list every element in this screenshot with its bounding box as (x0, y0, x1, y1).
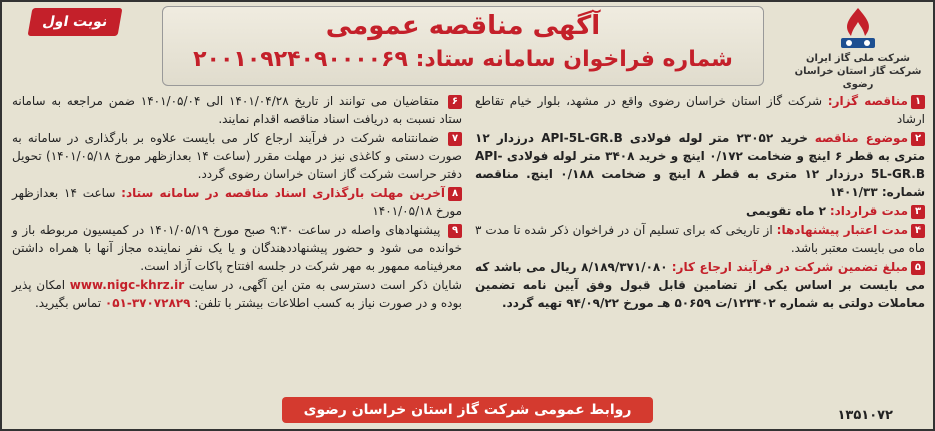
page-title: آگهی مناقصه عمومی (325, 11, 601, 41)
title-box (162, 6, 764, 86)
item-text: ۲ ماه تقویمی (745, 204, 826, 218)
note (12, 276, 462, 312)
list-item (475, 129, 925, 201)
ad-code: ۱۳۵۱۰۷۲ (837, 408, 893, 423)
item-number: ۶ (448, 95, 462, 109)
list-item (475, 258, 925, 312)
item-label: مبلغ تضمین شرکت در فرآیند ارجاع کار: (671, 260, 908, 274)
left-column (12, 92, 462, 395)
item-text: ۸/۱۸۹/۳۷۱/۰۸۰ ریال می باشد که می بایست بر اساس یکی از تضامین قابل قبول وفق آیین نامه تضمین معاملات دولتی به شماره ۱۲۳۴۰۲/ت ۵۰۶۵۹ هـ مورخ ۹۴/۰۹/۲۲ تهیه گردد. (475, 260, 925, 310)
note-text-3: تماس بگیرید. (34, 296, 102, 310)
item-number: ۵ (911, 261, 925, 275)
list-item (475, 202, 925, 220)
item-label: موضوع مناقصه (814, 131, 908, 145)
item-number: ۷ (448, 132, 462, 146)
item-text: ساعت ۱۴ بعدازظهر مورخ ۱۴۰۱/۰۵/۱۸ (12, 186, 462, 218)
item-label: آخرین مهلت بارگذاری اسناد مناقصه در سامانه ستاد: (121, 186, 445, 200)
item-text: پیشنهادهای واصله در ساعت ۹:۳۰ صبح مورخ ۱۴۰۱/۰۵/۱۹ در کمیسیون مربوطه باز و خوانده می شود و حضور پیشنهاددهندگان و یا یک نفر نماینده مجاز آنها با همراه داشتن معرفینامه ممهور به مهر شرکت در جلسه افتتاح پاکات آزاد است. (12, 223, 462, 273)
logo-line-1: شرکت ملی گاز ایران (806, 53, 910, 64)
item-label: مدت قرارداد: (829, 204, 908, 218)
item-text: ضمانتنامه شرکت در فرآیند ارجاع کار می بایست علاوه بر بارگذاری در سامانه به صورت دستی و کاغذی نیز در مهلت مقرر (ساعت ۱۴ بعدازظهر مورخ ۱۴۰۱/۰۵/۱۸) تحویل دفتر حراست شرکت گاز استان خراسان رضوی گردد. (12, 131, 462, 181)
item-number: ۸ (448, 187, 462, 201)
phone-number: ۰۵۱-۳۷۰۷۲۸۲۹ (104, 296, 191, 310)
item-text: شرکت گاز استان خراسان رضوی واقع در مشهد، بلوار خیام تقاطع ارشاد (475, 94, 925, 126)
item-number: ۳ (911, 205, 925, 219)
logo-line-2: شرکت گاز استان خراسان رضوی (794, 66, 922, 90)
flame-logo-icon (833, 6, 883, 52)
footer-banner: روابط عمومی شرکت گاز استان خراسان رضوی (282, 397, 653, 423)
logo (793, 6, 923, 88)
item-number: ۱ (911, 95, 925, 109)
list-item (12, 92, 462, 128)
badge: نوبت اول (28, 8, 123, 36)
item-text: خرید ۲۳۰۵۲ متر لوله فولادی API-5L-GR.B درزدار ۱۲ متری به قطر ۶ اینچ و ضخامت ۰/۱۷۲ اینچ و خرید ۳۴۰۸ متر لوله فولادی API-5L-GR.B درزدار ۱۲ متری به قطر ۸ اینچ و ضخامت ۰/۱۸۸ اینچ. مناقصه شماره: ۱۴۰۱/۳۳ (475, 131, 926, 199)
item-text: متقاضیان می توانند از تاریخ ۱۴۰۱/۰۴/۲۸ الی ۱۴۰۱/۰۵/۰۴ ضمن مراجعه به سامانه ستاد نسبت به دریافت اسناد مناقصه اقدام نمایند. (12, 94, 462, 126)
right-column (475, 92, 925, 395)
item-label: مناقصه گزار: (827, 94, 908, 108)
list-item (12, 221, 462, 275)
item-number: ۴ (911, 224, 925, 238)
list-item (12, 129, 462, 183)
header (2, 2, 933, 92)
note-text: شایان ذکر است دسترسی به متن این آگهی، در سایت (188, 278, 462, 292)
list-item (12, 184, 462, 220)
page-subtitle: شماره فراخوان سامانه ستاد: ۲۰۰۱۰۹۲۴۰۹۰۰۰۰۶۹ (193, 47, 733, 72)
list-item (475, 92, 925, 128)
list-item (475, 221, 925, 257)
note-text-2: امکان پذیر بوده و در صورت نیاز به کسب اطلاعات بیشتر با تلفن: (12, 278, 462, 310)
item-number: ۲ (911, 132, 925, 146)
item-label: مدت اعتبار پیشنهادها: (776, 223, 908, 237)
item-number: ۹ (448, 224, 462, 238)
website-link[interactable]: www.nigc-khrz.ir (69, 278, 185, 292)
item-text: از تاریخی که برای تسلیم آن در فراخوان ذکر شده تا مدت ۳ ماه می بایست معتبر باشد. (475, 223, 925, 255)
